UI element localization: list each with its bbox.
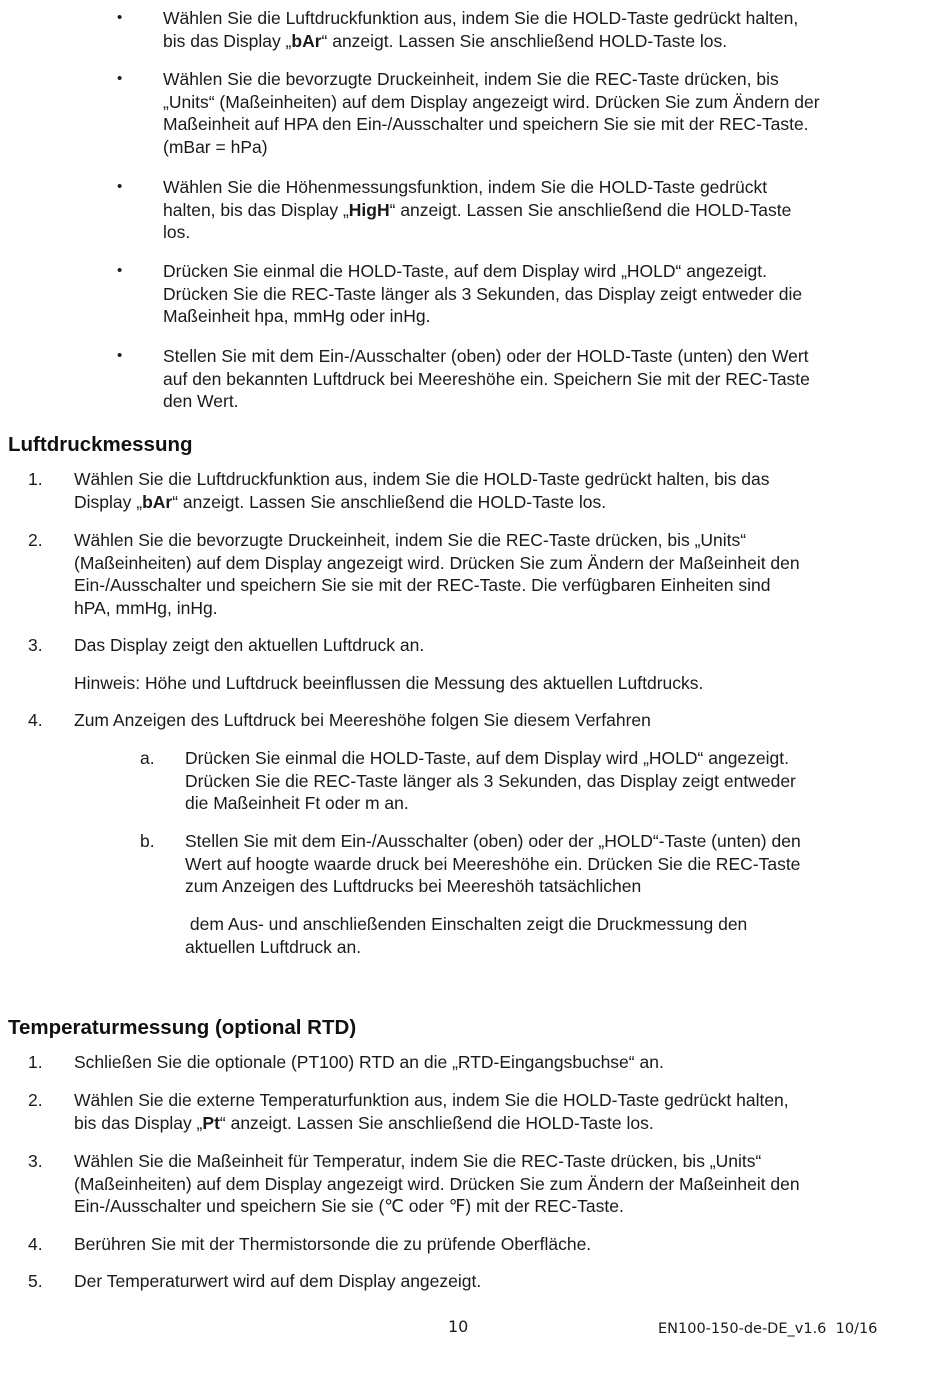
sub-list-letter: b. [140, 831, 155, 851]
sub-list-text: Drücken Sie einmal die HOLD-Taste, auf dem Display wird „HOLD“ angezeigt. Drücken Sie die REC-Taste länger als 3 Sekunden, das Display zeigt entweder die Maßeinheit Ft oder m an. [185, 748, 796, 813]
trailing-text: dem Aus- und anschließenden Einschalten zeigt die Druckmessung den aktuellen Luftdruck an. [185, 914, 748, 957]
bullet-text: Wählen Sie die Luftdruckfunktion aus, indem Sie die HOLD-Taste gedrückt halten, bis das Display „bAr“ anzeigt. Lassen Sie anschließend HOLD-Taste los. [163, 8, 799, 51]
list-number: 4. [28, 1234, 43, 1254]
list-text: Schließen Sie die optionale (PT100) RTD an die „RTD-Eingangsbuchse“ an. [74, 1052, 664, 1072]
list-number: 2. [28, 1090, 43, 1110]
document-id: EN100-150-de-DE_v1.6 10/16 [658, 1321, 878, 1337]
bullet-dot: • [117, 262, 123, 279]
bullet-dot: • [117, 178, 123, 195]
bullet-dot: • [117, 9, 123, 26]
bullet-dot: • [117, 70, 123, 87]
bullet-text: Wählen Sie die bevorzugte Druckeinheit, indem Sie die REC-Taste drücken, bis „Units“ (Maßeinheiten) auf dem Display angezeigt wird. Drücken Sie zum Ändern der Maßeinheit auf HPA den Ein-/Ausschalter und speichern Sie sie mit der REC-Taste. (mBar = hPa) [163, 69, 820, 157]
list-text: Wählen Sie die bevorzugte Druckeinheit, indem Sie die REC-Taste drücken, bis „Units“ (Maßeinheiten) auf dem Display angezeigt wird. Drücken Sie zum Ändern der Maßeinheit den Ein-/Ausschalter und speichern Sie sie mit der REC-Taste. Die verfügbaren Einheiten sind hPA, mmHg, inHg. [74, 530, 800, 618]
list-number: 1. [28, 1052, 43, 1072]
list-text: Wählen Sie die Maßeinheit für Temperatur, indem Sie die REC-Taste drücken, bis „Units“ (Maßeinheiten) auf dem Display angezeigt wird. Drücken Sie zum Ändern der Maßeinheit den Ein-/Ausschalter und speichern Sie sie (℃ oder ℉) mit der REC-Taste. [74, 1151, 800, 1216]
sub-list-text: Stellen Sie mit dem Ein-/Ausschalter (oben) oder der „HOLD“-Taste (unten) den Wert auf hoogte waarde druck bei Meereshöhe ein. Drücken Sie die REC-Taste zum Anzeigen des Luftdrucks bei Meereshöh tatsächlichen [185, 831, 801, 896]
list-number: 2. [28, 530, 43, 550]
list-number: 4. [28, 710, 43, 730]
list-text: Zum Anzeigen des Luftdruck bei Meereshöhe folgen Sie diesem Verfahren [74, 710, 651, 730]
sub-list-letter: a. [140, 748, 155, 768]
bullet-text: Drücken Sie einmal die HOLD-Taste, auf dem Display wird „HOLD“ angezeigt. Drücken Sie die REC-Taste länger als 3 Sekunden, das Display zeigt entweder die Maßeinheit hpa, mmHg oder inHg. [163, 261, 803, 326]
section-heading-luftdruckmessung: Luftdruckmessung [8, 433, 193, 456]
list-number: 5. [28, 1271, 43, 1291]
list-number: 3. [28, 1151, 43, 1171]
page-number: 10 [448, 1317, 469, 1336]
list-text: Der Temperaturwert wird auf dem Display angezeigt. [74, 1271, 482, 1291]
list-text: Berühren Sie mit der Thermistorsonde die zu prüfende Oberfläche. [74, 1234, 592, 1254]
bullet-dot: • [117, 347, 123, 364]
list-number: 3. [28, 635, 43, 655]
section-heading-temperaturmessung: Temperaturmessung (optional RTD) [8, 1016, 357, 1039]
note-text: Hinweis: Höhe und Luftdruck beeinflussen die Messung des aktuellen Luftdrucks. [74, 673, 704, 693]
list-text: Das Display zeigt den aktuellen Luftdruck an. [74, 635, 425, 655]
list-text: Wählen Sie die Luftdruckfunktion aus, indem Sie die HOLD-Taste gedrückt halten, bis das Display „bAr“ anzeigt. Lassen Sie anschließend die HOLD-Taste los. [74, 469, 770, 512]
list-number: 1. [28, 469, 43, 489]
bullet-text: Wählen Sie die Höhenmessungsfunktion, indem Sie die HOLD-Taste gedrückt halten, bis das Display „HigH“ anzeigt. Lassen Sie anschließend die HOLD-Taste los. [163, 177, 792, 242]
bullet-text: Stellen Sie mit dem Ein-/Ausschalter (oben) oder der HOLD-Taste (unten) den Wert auf den bekannten Luftdruck bei Meereshöhe ein. Speichern Sie mit der REC-Taste den Wert. [163, 346, 810, 411]
list-text: Wählen Sie die externe Temperaturfunktion aus, indem Sie die HOLD-Taste gedrückt halten, bis das Display „Pt“ anzeigt. Lassen Sie anschließend die HOLD-Taste los. [74, 1090, 789, 1133]
